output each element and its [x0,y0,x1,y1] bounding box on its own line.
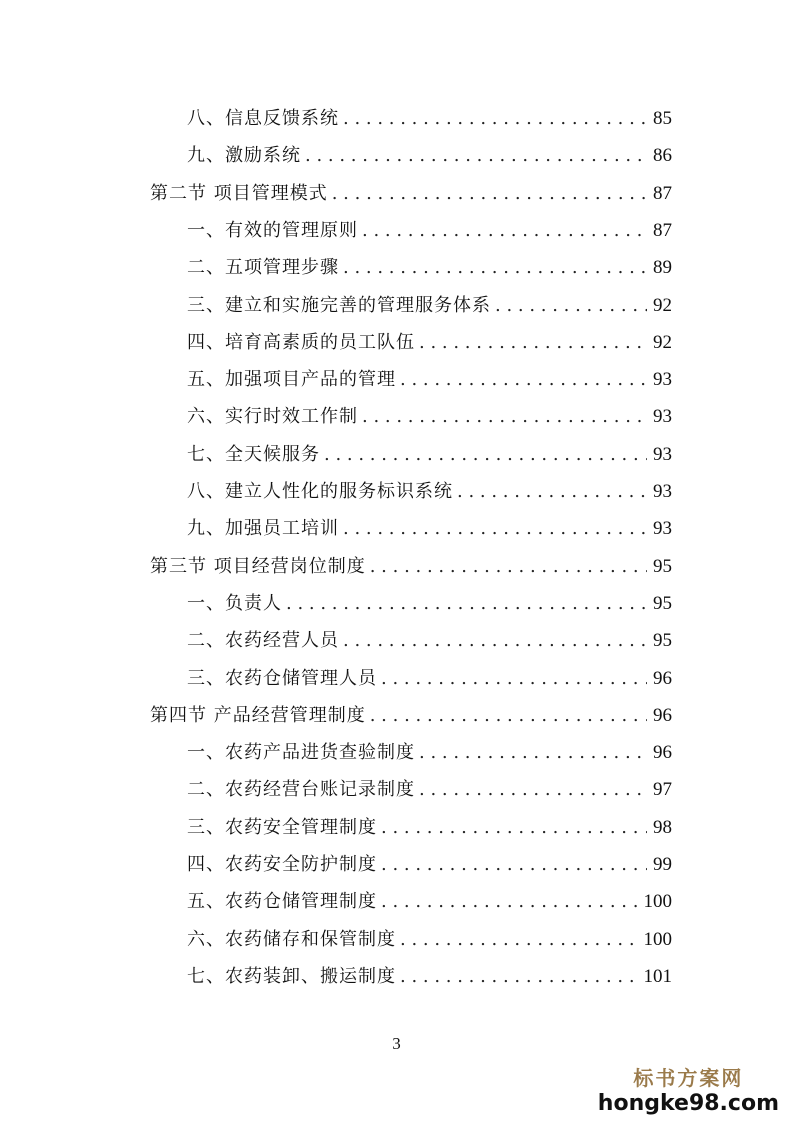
watermark-logo [598,1062,779,1116]
toc-entry-title: 九、加强员工培训 [187,518,339,540]
toc-entry [187,622,672,652]
toc-entry-title: 八、建立人性化的服务标识系统 [187,481,453,502]
toc-entry [187,883,672,913]
toc-entry [187,398,672,428]
toc-dot-leader [286,593,647,615]
toc-entry-page: 93 [653,518,672,540]
toc-dot-leader [400,966,638,988]
toc-entry [187,212,672,242]
toc-entry-page: 95 [653,630,672,652]
toc-entry-page: 89 [653,257,672,279]
toc-entry [187,287,672,317]
toc-entry-page: 93 [653,481,672,502]
toc-dot-leader [381,668,647,690]
toc-dot-leader [419,742,647,764]
toc-entry-title: 第二节 项目管理模式 [150,182,328,204]
toc-entry [187,100,672,130]
toc-entry-title: 五、农药仓储管理制度 [187,891,377,913]
toc-entry-title: 八、信息反馈系统 [187,108,339,129]
toc-entry [187,958,672,988]
toc-entry-page: 100 [643,928,672,950]
toc-dot-leader [381,891,638,913]
toc-dot-leader [370,556,647,578]
toc-dot-leader [495,295,647,317]
toc-entry [187,137,672,167]
toc-entry [187,473,672,503]
toc-entry [187,361,672,391]
toc-entry-title: 三、农药仓储管理人员 [187,667,377,689]
toc-entry [187,771,672,801]
toc-dot-leader [343,630,647,652]
toc-entry-page: 93 [653,406,672,428]
toc-dot-leader [381,854,647,876]
toc-dot-leader [381,817,647,839]
toc-entry [187,846,672,876]
toc-entry [150,697,672,727]
toc-dot-leader [362,406,647,428]
toc-entry-page: 96 [653,704,672,726]
toc-entry-title: 第四节 产品经营管理制度 [150,704,366,726]
toc-entry-page: 85 [653,108,672,129]
toc-dot-leader [324,444,647,466]
toc-entry [187,510,672,540]
toc-entry-page: 87 [653,219,672,241]
toc-entry-page: 96 [653,667,672,689]
toc-dot-leader [343,257,647,279]
toc-entry-page: 92 [653,331,672,353]
toc-entry [187,249,672,279]
toc-entry [187,324,672,354]
toc-entry-page: 100 [643,891,672,913]
toc-entry-title: 一、有效的管理原则 [187,219,358,241]
toc-entry-page: 87 [653,182,672,204]
toc-entry-title: 二、五项管理步骤 [187,257,339,279]
toc-entry-title: 七、农药装卸、搬运制度 [187,965,396,987]
toc-entry-page: 95 [653,592,672,614]
toc-dot-leader [343,108,647,130]
toc-dot-leader [457,481,647,503]
toc-entry-title: 二、农药经营人员 [187,630,339,652]
toc-entry-title: 一、负责人 [187,592,282,614]
toc-dot-leader [305,145,647,167]
watermark-url: hongke98.com [597,1091,779,1116]
toc-entry-page: 93 [653,443,672,465]
toc-entry [187,436,672,466]
toc-entry [187,809,672,839]
watermark-site-name: 标书方案网 [633,1066,744,1090]
toc-entry-page: 96 [653,742,672,764]
toc-entry-page: 101 [643,965,672,987]
toc-entry-title: 三、农药安全管理制度 [187,816,377,838]
page-number: 3 [392,1034,401,1053]
toc-entry-title: 四、农药安全防护制度 [187,854,377,875]
toc-entry-title: 二、农药经营台账记录制度 [187,779,415,801]
toc-entry-title: 七、全天候服务 [187,443,320,465]
toc-entry [150,548,672,578]
toc-dot-leader [362,220,647,242]
toc-entry-page: 98 [653,816,672,838]
toc-dot-leader [343,518,647,540]
toc-entry-title: 九、激励系统 [187,145,301,167]
toc-entry-title: 第三节 项目经营岗位制度 [150,555,366,577]
toc-entry-page: 97 [653,779,672,801]
toc-dot-leader [332,183,647,205]
toc-entry-title: 六、农药储存和保管制度 [187,928,396,950]
toc-entry-title: 一、农药产品进货查验制度 [187,742,415,764]
toc-entry-title: 五、加强项目产品的管理 [187,369,396,391]
toc-dot-leader [419,332,647,354]
toc-dot-leader [400,369,647,391]
toc-entry-title: 四、培育高素质的员工队伍 [187,331,415,353]
toc-entry [187,585,672,615]
toc-entry-page: 99 [653,854,672,875]
toc-entry [187,921,672,951]
toc-dot-leader [400,929,638,951]
toc-entry-title: 六、实行时效工作制 [187,406,358,428]
toc-entry [187,660,672,690]
toc-entry-title: 三、建立和实施完善的管理服务体系 [187,294,491,316]
toc-entry-page: 92 [653,294,672,316]
toc-entry-page: 95 [653,555,672,577]
toc-entry-page: 93 [653,369,672,391]
toc-entry [187,734,672,764]
toc-dot-leader [419,779,647,801]
toc-dot-leader [370,705,647,727]
toc-entry-page: 86 [653,145,672,167]
toc-entry [150,175,672,205]
